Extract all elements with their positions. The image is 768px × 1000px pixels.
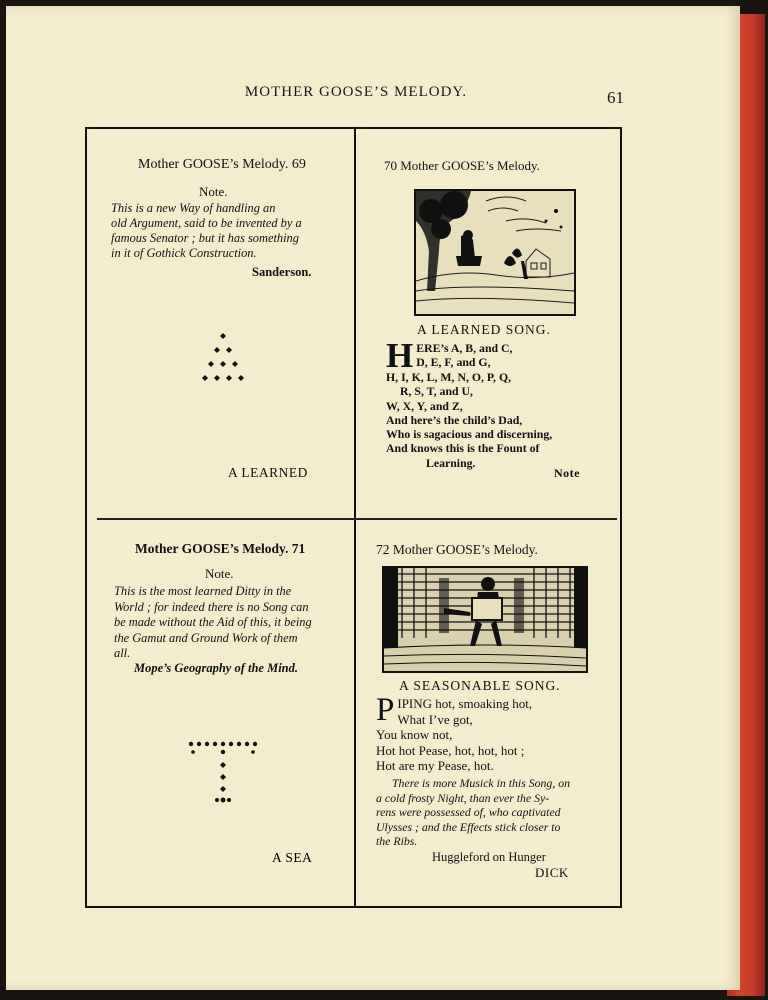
drop-cap: H — [386, 336, 414, 375]
song-title: A LEARNED SONG. — [417, 322, 551, 337]
note-signature: Huggleford on Hunger — [432, 850, 546, 864]
panel-header: 72 Mother GOOSE’s Melody. — [376, 542, 538, 557]
note-line: old Argument, said to be invented by a — [111, 216, 302, 230]
catchword: DICK — [535, 865, 569, 880]
note-line: the Gamut and Ground Work of them — [114, 630, 298, 645]
woodcut-vendor-illustration — [382, 566, 588, 673]
catchword: A LEARNED — [228, 465, 308, 480]
note-text — [111, 201, 346, 261]
song-verse — [386, 336, 618, 470]
note-line: a cold frosty Night, than ever the Sy- — [376, 790, 550, 805]
note-line: the Ribs. — [376, 834, 418, 848]
note-line: be made without the Aid of this, it being — [114, 615, 312, 629]
catchword-71: A SEA — [272, 850, 313, 865]
panel-header: Mother GOOSE’s Melody. 71 — [135, 541, 306, 556]
catchword: Note — [554, 466, 580, 480]
verse-line: W, X, Y, and Z, — [386, 398, 463, 413]
note-line: This is the most learned Ditty in the — [114, 584, 292, 598]
note-line: This is a new Way of handling an — [111, 201, 276, 215]
note-title: Note. — [199, 184, 228, 199]
drop-cap: P — [376, 692, 395, 728]
verse-line: Learning. — [426, 455, 476, 470]
note-line: World ; for indeed there is no Song can — [114, 599, 309, 614]
woodcut-reader-illustration — [414, 189, 576, 316]
note-title: Note. — [205, 566, 234, 581]
verse-line: IPING hot, smoaking hot, — [397, 696, 533, 711]
ornament-triangle — [195, 329, 251, 389]
panel-71 — [87, 520, 353, 906]
note-line: all. — [114, 646, 131, 660]
verse-line: Hot hot Pease, hot, hot, hot ; — [376, 742, 525, 758]
note-text — [114, 584, 349, 662]
note-text — [376, 776, 616, 849]
page-number: 61 — [607, 88, 624, 107]
facsimile-grid — [85, 127, 622, 908]
verse-line: You know not, — [376, 727, 453, 742]
verse-line: D, E, F, and G, — [416, 355, 491, 370]
running-head: MOTHER GOOSE’S MELODY. — [244, 84, 468, 100]
panel-header: 70 Mother GOOSE’s Melody. — [384, 158, 540, 173]
ornament-t-shape — [187, 740, 259, 810]
verse-line: Who is sagacious and discerning, — [386, 427, 553, 442]
note-signature: Sanderson. — [252, 265, 312, 279]
note-line: rens were possessed of, who captivated — [376, 805, 561, 819]
verse-line: And here’s the child’s Dad, — [386, 412, 523, 427]
verse-line: Hot are my Pease, hot. — [376, 758, 494, 773]
verse-line: What I’ve got, — [397, 711, 473, 727]
page — [6, 6, 740, 990]
song-verse — [376, 692, 616, 774]
note-line: in it of Gothick Construction. — [111, 246, 257, 260]
panel-72 — [356, 520, 620, 906]
panel-69 — [87, 129, 353, 517]
verse-line: And knows this is the Fount of — [386, 441, 540, 456]
song-title: A SEASONABLE SONG. — [399, 678, 561, 693]
note-signature: Mope’s Geography of the Mind. — [134, 661, 299, 675]
verse-line: H, I, K, L, M, N, O, P, Q, — [386, 370, 512, 384]
note-line: famous Senator ; but it has something — [111, 231, 299, 245]
panel-70 — [356, 129, 620, 517]
note-line: There is more Musick in this Song, on — [392, 776, 571, 790]
verse-line: R, S, T, and U, — [400, 384, 473, 399]
panel-header: Mother GOOSE’s Melody. 69 — [138, 157, 306, 172]
note-line: Ulysses ; and the Effects stick closer to — [376, 819, 561, 834]
verse-line: ERE’s A, B, and C, — [416, 341, 513, 355]
